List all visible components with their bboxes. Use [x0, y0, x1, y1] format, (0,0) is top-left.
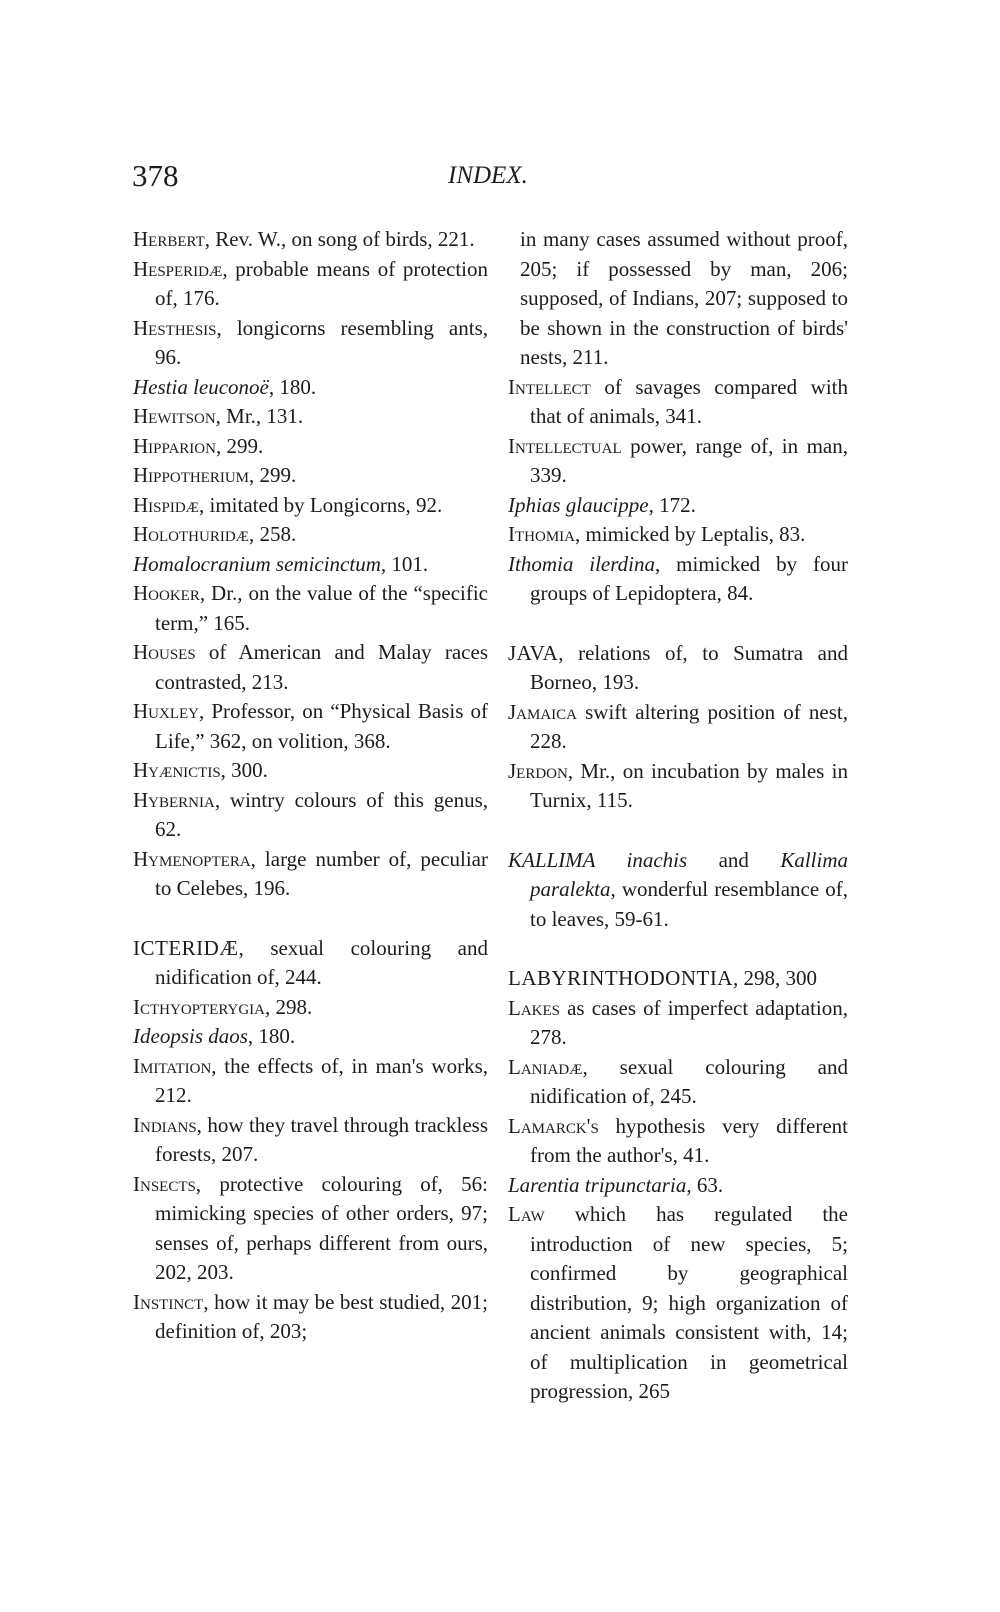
index-entry [508, 698, 848, 757]
headword: Hewitson [133, 404, 216, 428]
headword: Hispidæ [133, 492, 200, 517]
index-entry [508, 373, 848, 432]
index-entry [133, 993, 488, 1023]
headword: Intellect [508, 374, 591, 399]
entry-text: , 299. [249, 463, 297, 487]
headword: Hooker [133, 581, 200, 605]
entry-text: , sexual colouring and nidification of, 244. [155, 935, 488, 989]
entry-text: , mimicked by Leptalis, 83. [575, 522, 806, 546]
italic-term: Kallima paralekta [530, 847, 848, 901]
entry-text: , 258. [249, 522, 297, 546]
italic-term: KALLIMA inachis [508, 847, 688, 872]
entry-text: , 298, 300 [732, 966, 817, 990]
index-entry [508, 757, 848, 816]
index-entry [508, 964, 848, 994]
headword: Hymenoptera [133, 846, 251, 871]
index-column-right [508, 225, 848, 1407]
headword: Hippotherium [133, 463, 250, 487]
headword: Lakes [508, 995, 560, 1020]
headword: Houses [133, 640, 196, 664]
headword: Jamaica [508, 699, 578, 724]
headword: Intellectual [508, 433, 622, 458]
index-entry [133, 756, 488, 786]
entry-text: , 180. [268, 374, 317, 399]
entry-text: , imitated by Longicorns, 92. [199, 492, 443, 517]
italic-term: Ideopsis daos [133, 1024, 248, 1048]
headword: Hesthesis [133, 315, 217, 340]
headword: Hesperidæ [133, 256, 223, 281]
index-entry [133, 1288, 488, 1347]
index-entry [133, 1111, 488, 1170]
entry-text: , relations of, to Sumatra and Borneo, 193. [530, 640, 848, 694]
index-entry [133, 934, 488, 993]
entry-text: , 101. [380, 551, 429, 576]
entry-text: as cases of imperfect adaptation, 278. [530, 995, 848, 1049]
headword: Hyænictis [133, 758, 221, 782]
entry-text: , 298. [265, 994, 313, 1019]
index-entry [133, 314, 488, 373]
index-entry [133, 432, 488, 462]
headword: Hybernia [133, 787, 215, 812]
index-entry [133, 1052, 488, 1111]
entry-text: , protective colouring of, 56: mimicking species of other orders, 97; senses of, perhaps different from ours, 202, 203. [155, 1171, 488, 1284]
index-entry [508, 1171, 848, 1201]
index-entry [133, 255, 488, 314]
index-entry [133, 786, 488, 845]
index-entry [508, 432, 848, 491]
index-entry [133, 1170, 488, 1288]
headword: Imitation [133, 1053, 212, 1078]
entry-text: , 172. [648, 492, 696, 517]
headword: Holothuridæ [133, 522, 249, 546]
entry-text: , Professor, on “Physical Basis of Life,” 362, on volition, 368. [155, 699, 488, 753]
entry-text: power, range of, in man, 339. [530, 433, 848, 487]
headword: Hipparion [133, 433, 216, 458]
running-head: INDEX. [448, 162, 528, 189]
entry-text: , 299. [215, 433, 264, 458]
italic-term: Homalocranium semicinctum [133, 551, 381, 576]
italic-term: Ithomia ilerdina [508, 551, 655, 576]
index-entry [133, 520, 488, 550]
entry-text: , 63. [686, 1172, 724, 1197]
italic-term: Hestia leuconoë [133, 374, 269, 399]
page-number: 378 [132, 158, 179, 193]
index-entry [508, 491, 848, 521]
headword: Law [508, 1202, 545, 1226]
entry-text: , longicorns resembling ants, 96. [155, 315, 488, 369]
index-entry [508, 1053, 848, 1112]
index-entry [508, 1112, 848, 1171]
index-entry [508, 639, 848, 698]
entry-text: of savages compared with that of animals, 341. [530, 374, 848, 428]
headword: Jerdon [508, 758, 568, 783]
entry-text: , how they travel through trackless forests, 207. [155, 1112, 488, 1166]
index-entry [133, 638, 488, 697]
index-entry [133, 550, 488, 580]
headword: Ithomia [508, 522, 575, 546]
index-entry [133, 225, 488, 255]
index-entry [508, 994, 848, 1053]
entry-text: of American and Malay races contrasted, 213. [155, 640, 488, 694]
headword: Laniadæ [508, 1054, 583, 1079]
entry-text: , 300. [220, 758, 268, 782]
index-entry [133, 579, 488, 638]
index-entry [133, 461, 488, 491]
index-entry [508, 1200, 848, 1407]
entry-text: , Mr., 131. [215, 404, 304, 428]
headword: ICTERIDÆ [133, 935, 239, 960]
entry-text: , Dr., on the value of the “specific term,” 165. [155, 581, 488, 635]
italic-term: Larentia tripunctaria [508, 1172, 687, 1197]
headword: Icthyopterygia [133, 994, 265, 1019]
entry-text: , wonderful resemblance of, to leaves, 59-61. [530, 877, 848, 931]
entry-text: , large number of, peculiar to Celebes, 196. [155, 846, 488, 900]
entry-text: , how it may be best studied, 201; definition of, 203; [155, 1289, 488, 1343]
headword: LABYRINTHODONTIA [508, 966, 733, 990]
entry-text: , Rev. W., on song of birds, 221. [204, 227, 475, 251]
index-entry [508, 225, 848, 373]
headword: JAVA [508, 640, 559, 665]
entry-text: and [687, 847, 781, 872]
entry-text: in many cases assumed without proof, 205; if possessed by man, 206; supposed, of Indians, 207; supposed to be shown in the construction of birds' nests, 211. [520, 227, 848, 369]
headword: Instinct [133, 1289, 204, 1314]
italic-term: Iphias glaucippe [508, 492, 649, 517]
index-entry [508, 550, 848, 609]
entry-text: , mimicked by four groups of Lepidoptera, 84. [530, 551, 849, 605]
entry-text: , 180. [247, 1024, 296, 1048]
index-entry [133, 373, 488, 403]
entry-text: swift altering position of nest, 228. [530, 699, 848, 753]
index-entry [508, 520, 848, 550]
headword: Lamarck's [508, 1113, 599, 1138]
entry-text: , Mr., on incubation by males in Turnix, 115. [530, 758, 848, 812]
entry-text: which has regulated the introduction of new species, 5; confirmed by geographical distribution, 9; high organization of ancient animals consistent with, 14; of multiplication in geometrical progression, 265 [530, 1202, 848, 1403]
entry-text: , probable means of protection of, 176. [155, 256, 488, 310]
headword: Indians [133, 1112, 197, 1137]
entry-text: , the effects of, in man's works, 212. [155, 1053, 488, 1107]
index-entry [508, 846, 848, 935]
page-header [0, 158, 1000, 198]
index-entry [133, 697, 488, 756]
index-entry [133, 1022, 488, 1052]
headword: Huxley [133, 699, 199, 723]
index-entry [133, 402, 488, 432]
headword: Insects [133, 1171, 196, 1196]
headword: Herbert [133, 227, 205, 251]
index-entry [133, 845, 488, 904]
entry-text: , sexual colouring and nidification of, 245. [530, 1054, 848, 1108]
entry-text: , wintry colours of this genus, 62. [155, 787, 488, 841]
entry-text: hypothesis very different from the author's, 41. [530, 1113, 848, 1167]
index-column-left [133, 225, 488, 1347]
index-entry [133, 491, 488, 521]
